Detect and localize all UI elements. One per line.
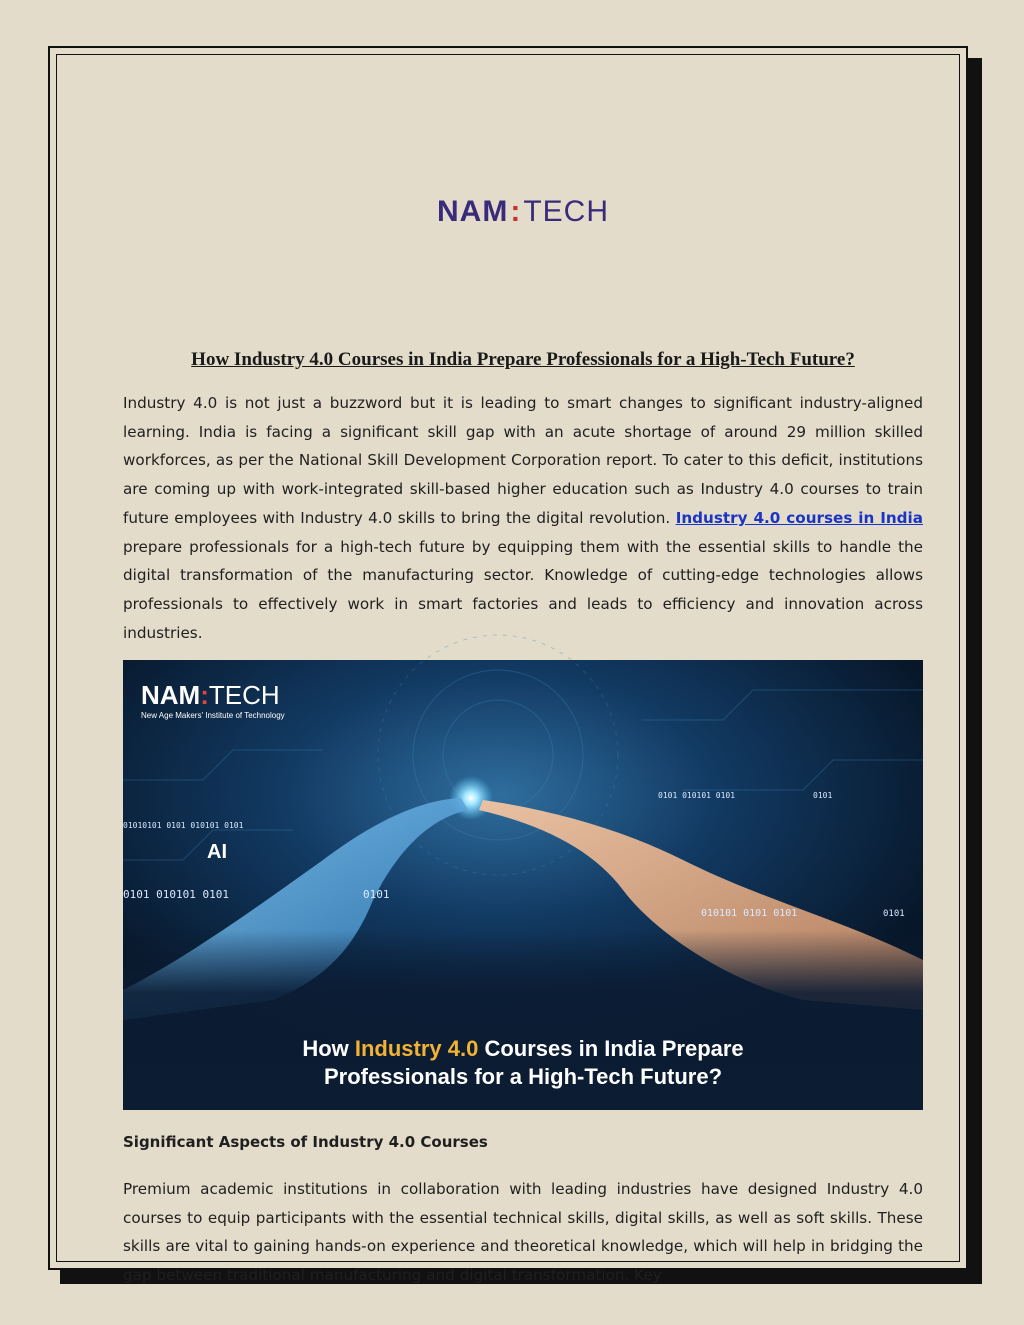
intro-text-continued: prepare professionals for a high-tech future by equipping them with the essential skills to handle the digital transformation of the manufacturing sector. Knowledge of cutting-edge technologies allows professionals to effectively work in smart factories and leads to efficiency and innovation across industries. <box>123 537 923 642</box>
hero-logo-tagline: New Age Makers' Institute of Technology <box>141 711 285 720</box>
hero-binary-6: 0101 <box>883 909 905 919</box>
hero-logo-nam: NAM <box>141 680 201 710</box>
hero-binary-1: 0101 010101 0101 <box>123 888 229 901</box>
section-paragraph: Premium academic institutions in collaboration with leading industries have designed Industry 4.0 courses to equip participants with the essential technical skills, digital skills, as well as soft skills. These skills are vital to gaining hands-on experience and theoretical knowledge, which will help in bridging the gap between traditional manufacturing and digital transformation. Key <box>123 1180 923 1285</box>
intro-paragraph <box>123 389 923 647</box>
logo-tech: TECH <box>523 195 609 228</box>
hero-caption-line1 <box>302 1036 743 1061</box>
industry-courses-link[interactable]: Industry 4.0 courses in India <box>675 508 923 527</box>
hero-caption-pre: How <box>302 1036 355 1061</box>
hero-binary-4: 0101 <box>813 791 833 800</box>
intro-text: Industry 4.0 is not just a buzzword but it is leading to smart changes to significant industry-aligned learning. India is facing a significant skill gap with an acute shortage of around 29 million skilled workforces, as per the National Skill Development Corporation report. To cater to this deficit, institutions are coming up with work-integrated skill-based higher education such as Industry 4.0 courses to train future employees with Industry 4.0 skills to bring the digital revolution. <box>123 394 923 527</box>
hero-caption-line2: Professionals for a High-Tech Future? <box>323 1064 723 1089</box>
hero-binary-3: 0101 010101 0101 <box>658 791 736 800</box>
namtech-logo <box>123 195 923 229</box>
hero-ai-label: AI <box>207 841 227 863</box>
hero-binary-7: 010101 0101 0101 <box>701 908 798 919</box>
article-title: How Industry 4.0 Courses in India Prepare Professionals for a High-Tech Future? <box>191 349 855 370</box>
page-frame-inner <box>56 54 960 1285</box>
hero-logo-colon: : <box>200 680 209 710</box>
hero-logo <box>141 680 280 710</box>
hero-illustration <box>123 660 923 1110</box>
hero-caption-highlight: Industry 4.0 <box>354 1036 479 1061</box>
hero-logo-tech: TECH <box>208 680 280 710</box>
hero-binary-5: 01010101 0101 010101 0101 <box>123 821 244 830</box>
hero-image <box>123 660 923 1110</box>
page-frame <box>48 46 968 1285</box>
hero-binary-2: 0101 <box>363 888 390 901</box>
section-heading: Significant Aspects of Industry 4.0 Courses <box>123 1133 488 1151</box>
hero-caption-post: Courses in India Prepare <box>478 1036 744 1061</box>
logo-nam: NAM <box>437 195 509 228</box>
logo-colon: : <box>510 195 522 228</box>
